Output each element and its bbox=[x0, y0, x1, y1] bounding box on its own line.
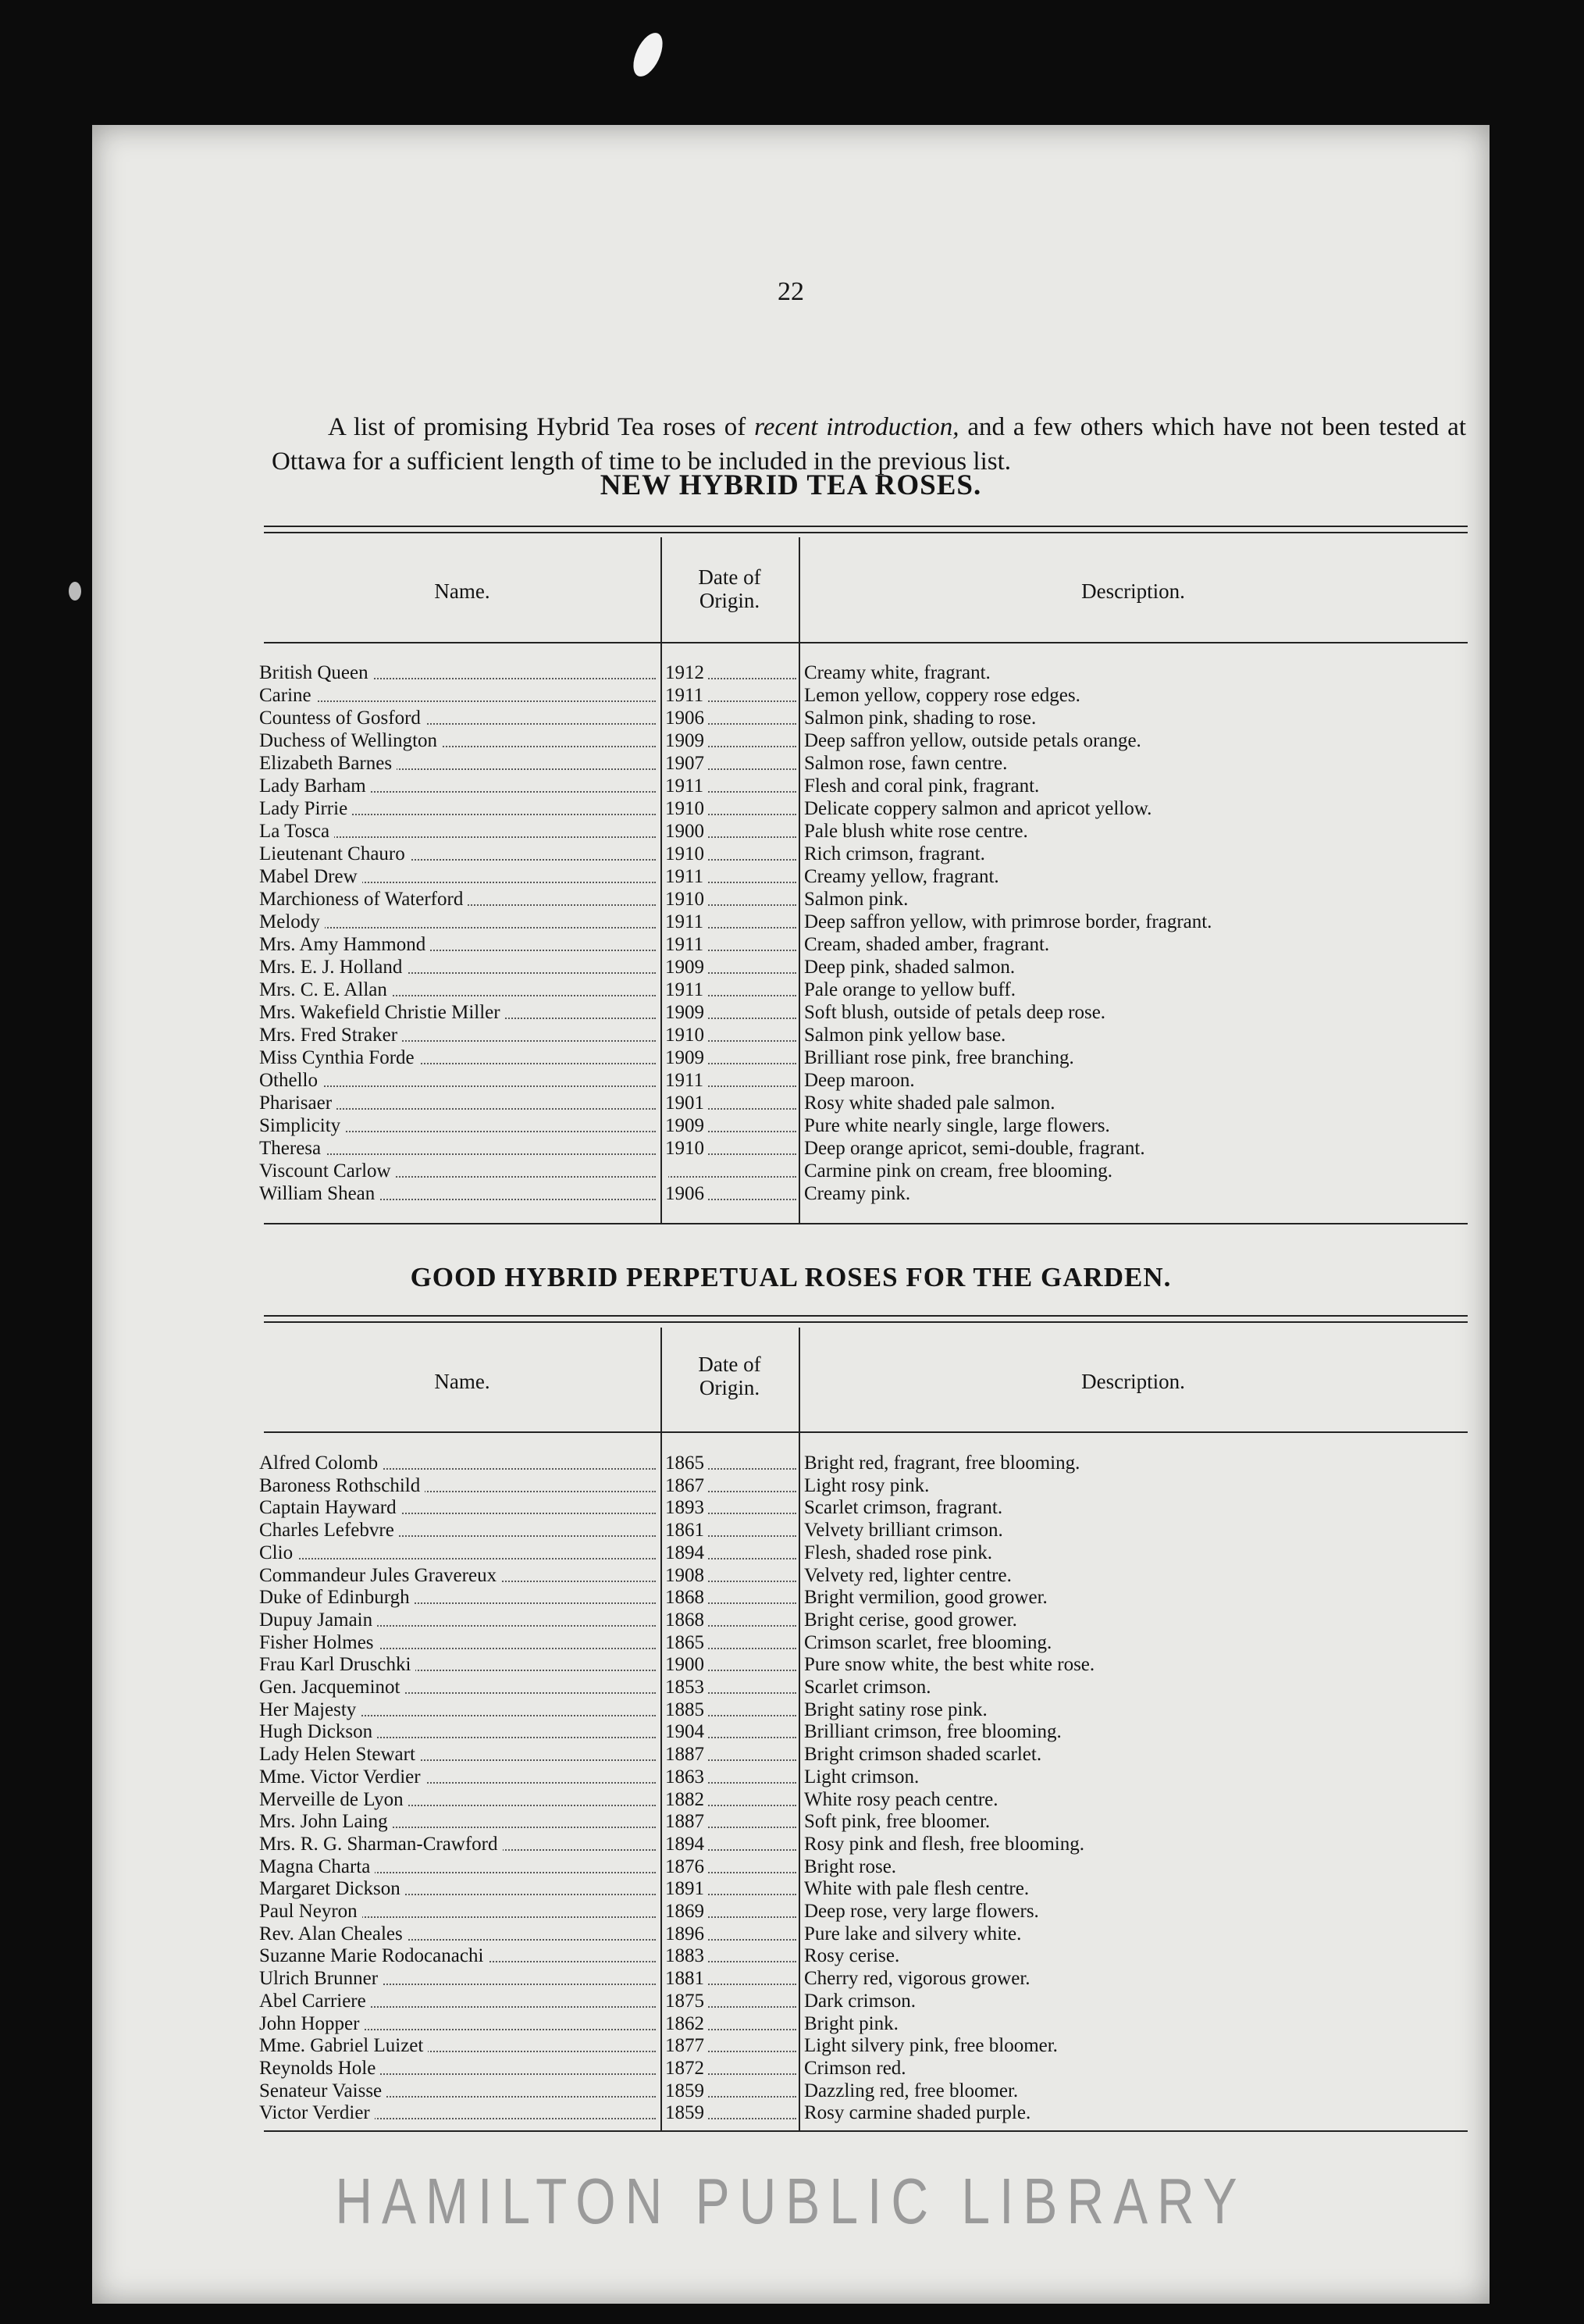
rose-name: Mrs. E. J. Holland bbox=[259, 957, 659, 978]
date-of-origin: 1865 bbox=[665, 1452, 732, 1474]
date-of-origin: 1882 bbox=[665, 1789, 732, 1811]
rose-description: Flesh and coral pink, fragrant. bbox=[804, 775, 1040, 797]
date-of-origin: 1883 bbox=[665, 1945, 732, 1967]
document-page bbox=[92, 125, 1490, 2304]
table-row bbox=[92, 730, 1490, 752]
date-of-origin: 1896 bbox=[665, 1923, 732, 1945]
date-of-origin: 1885 bbox=[665, 1699, 732, 1721]
table-row bbox=[92, 843, 1490, 865]
date-of-origin: 1887 bbox=[665, 1744, 732, 1766]
rose-name: Mrs. Amy Hammond bbox=[259, 934, 659, 956]
rose-description: Brilliant crimson, free blooming. bbox=[804, 1721, 1062, 1743]
rose-description: Bright rose. bbox=[804, 1855, 897, 1877]
table-row bbox=[92, 1609, 1490, 1631]
table-row bbox=[92, 911, 1490, 933]
table-row bbox=[92, 1452, 1490, 1474]
table-row bbox=[92, 821, 1490, 843]
rose-description: Creamy yellow, fragrant. bbox=[804, 866, 999, 887]
rose-description: Bright crimson shaded scarlet. bbox=[804, 1744, 1042, 1766]
date-of-origin: 1865 bbox=[665, 1632, 732, 1654]
section1-title: NEW HYBRID TEA ROSES. bbox=[600, 469, 982, 501]
table-row bbox=[92, 1025, 1490, 1046]
table1-header-date: Date of Origin. bbox=[698, 565, 761, 612]
date-of-origin: 1868 bbox=[665, 1609, 732, 1631]
date-of-origin: 1868 bbox=[665, 1587, 732, 1609]
rose-name: La Tosca bbox=[259, 821, 659, 843]
table-row bbox=[92, 1968, 1490, 1990]
table1-header-description: Description. bbox=[1081, 579, 1185, 603]
table-row bbox=[92, 889, 1490, 911]
rose-name: Alfred Colomb bbox=[259, 1452, 659, 1474]
table-row bbox=[92, 1002, 1490, 1024]
date-of-origin: 1911 bbox=[665, 934, 732, 956]
rose-name: Clio bbox=[259, 1542, 659, 1564]
rose-description: Salmon pink yellow base. bbox=[804, 1025, 1006, 1046]
rose-name: Her Majesty bbox=[259, 1699, 659, 1721]
rose-description: Pure white nearly single, large flowers. bbox=[804, 1115, 1110, 1136]
date-of-origin: 1910 bbox=[665, 798, 732, 820]
date-of-origin: 1877 bbox=[665, 2035, 732, 2057]
rose-description: Crimson red. bbox=[804, 2057, 906, 2079]
table-row bbox=[92, 1699, 1490, 1721]
table-row bbox=[92, 1138, 1490, 1160]
table2-top-rule bbox=[264, 1315, 1468, 1323]
rose-description: White with pale flesh centre. bbox=[804, 1878, 1030, 1900]
rose-name: Melody bbox=[259, 911, 659, 933]
rose-name: Theresa bbox=[259, 1138, 659, 1160]
rose-name: Countess of Gosford bbox=[259, 708, 659, 729]
date-of-origin: 1900 bbox=[665, 821, 732, 843]
date-of-origin: 1862 bbox=[665, 2013, 732, 2035]
rose-name: Paul Neyron bbox=[259, 1901, 659, 1923]
rose-name: Gen. Jacqueminot bbox=[259, 1677, 659, 1698]
table-row bbox=[92, 934, 1490, 956]
rose-description: Soft blush, outside of petals deep rose. bbox=[804, 1002, 1106, 1023]
rose-name: Reynolds Hole bbox=[259, 2058, 659, 2080]
date-of-origin: 1910 bbox=[665, 889, 732, 911]
table-row bbox=[92, 1092, 1490, 1114]
rose-name: Mrs. Wakefield Christie Miller bbox=[259, 1002, 659, 1024]
rose-name: Lady Barham bbox=[259, 775, 659, 797]
rose-description: Pale orange to yellow buff. bbox=[804, 979, 1016, 1000]
rose-description: Carmine pink on cream, free blooming. bbox=[804, 1160, 1113, 1182]
rose-description: Scarlet crimson, fragrant. bbox=[804, 1497, 1003, 1519]
library-stamp: HAMILTON PUBLIC LIBRARY bbox=[335, 2164, 1247, 2237]
rose-name: British Queen bbox=[259, 662, 659, 684]
rose-name: Ulrich Brunner bbox=[259, 1968, 659, 1990]
table-row bbox=[92, 1766, 1490, 1788]
rose-description: Light crimson. bbox=[804, 1766, 920, 1788]
date-of-origin: 1869 bbox=[665, 1901, 732, 1923]
table-row bbox=[92, 2035, 1490, 2057]
table1-top-rule bbox=[264, 526, 1468, 533]
rose-name: Duke of Edinburgh bbox=[259, 1587, 659, 1609]
date-of-origin: 1911 bbox=[665, 1070, 732, 1092]
rose-description: Salmon pink, shading to rose. bbox=[804, 708, 1037, 729]
rose-description: Salmon rose, fawn centre. bbox=[804, 753, 1008, 774]
rose-name: John Hopper bbox=[259, 2013, 659, 2035]
table-row bbox=[92, 685, 1490, 707]
rose-description: Rich crimson, fragrant. bbox=[804, 843, 985, 864]
date-of-origin: 1881 bbox=[665, 1968, 732, 1990]
table-row bbox=[92, 1811, 1490, 1833]
table-row bbox=[92, 1878, 1490, 1900]
table-row bbox=[92, 1856, 1490, 1878]
rose-description: Crimson scarlet, free blooming. bbox=[804, 1631, 1052, 1653]
table-row bbox=[92, 866, 1490, 888]
date-of-origin: 1894 bbox=[665, 1542, 732, 1564]
date-of-origin: 1875 bbox=[665, 1991, 732, 2012]
date-of-origin: 1911 bbox=[665, 979, 732, 1001]
date-of-origin: 1910 bbox=[665, 843, 732, 865]
rose-name: Viscount Carlow bbox=[259, 1160, 659, 1182]
table-row bbox=[92, 662, 1490, 684]
table-row bbox=[92, 1542, 1490, 1564]
rose-description: Brilliant rose pink, free branching. bbox=[804, 1047, 1074, 1068]
rose-description: Lemon yellow, coppery rose edges. bbox=[804, 685, 1080, 706]
table-row bbox=[92, 1654, 1490, 1676]
rose-name: Victor Verdier bbox=[259, 2102, 659, 2124]
rose-description: Deep saffron yellow, with primrose border, fragrant. bbox=[804, 911, 1212, 932]
rose-name: Abel Carriere bbox=[259, 1991, 659, 2012]
rose-description: White rosy peach centre. bbox=[804, 1788, 998, 1810]
section1-intro: A list of promising Hybrid Tea roses of recent introduction, and a few others which have not been tested at Ottawa for a sufficient length of time to be included in the previous list. bbox=[272, 413, 1466, 476]
rose-name: Mrs. Fred Straker bbox=[259, 1025, 659, 1046]
table-row bbox=[92, 1789, 1490, 1811]
date-of-origin: 1907 bbox=[665, 753, 732, 775]
date-of-origin: 1911 bbox=[665, 866, 732, 888]
rose-name: Mme. Gabriel Luizet bbox=[259, 2035, 659, 2057]
table2-header-description: Description. bbox=[1081, 1370, 1185, 1393]
rose-description: Pure snow white, the best white rose. bbox=[804, 1654, 1095, 1676]
rose-description: Flesh, shaded rose pink. bbox=[804, 1542, 992, 1563]
section2-title: GOOD HYBRID PERPETUAL ROSES FOR THE GARDEN. bbox=[410, 1262, 1172, 1292]
table1-header-name: Name. bbox=[434, 579, 490, 603]
date-of-origin: 1867 bbox=[665, 1475, 732, 1497]
rose-description: Rosy pink and flesh, free blooming. bbox=[804, 1833, 1084, 1855]
table-row bbox=[92, 1901, 1490, 1923]
date-of-origin: 1906 bbox=[665, 708, 732, 729]
table-row bbox=[92, 1475, 1490, 1497]
rose-name: Merveille de Lyon bbox=[259, 1789, 659, 1811]
rose-description: Rosy carmine shaded purple. bbox=[804, 2102, 1031, 2124]
rose-description: Soft pink, free bloomer. bbox=[804, 1811, 991, 1833]
rose-name: Miss Cynthia Forde bbox=[259, 1047, 659, 1069]
table-row bbox=[92, 1945, 1490, 1967]
rose-name: Mrs. C. E. Allan bbox=[259, 979, 659, 1001]
table2-bottom-rule bbox=[264, 2130, 1468, 2132]
table2-header-name: Name. bbox=[434, 1370, 490, 1393]
table-row bbox=[92, 753, 1490, 775]
rose-name: Othello bbox=[259, 1070, 659, 1092]
rose-description: Deep rose, very large flowers. bbox=[804, 1901, 1039, 1922]
rose-name: Lieutenant Chauro bbox=[259, 843, 659, 865]
table-row bbox=[92, 957, 1490, 978]
date-of-origin: 1904 bbox=[665, 1721, 732, 1743]
rose-name: Pharisaer bbox=[259, 1092, 659, 1114]
date-of-origin: 1909 bbox=[665, 1115, 732, 1137]
rose-description: Dark crimson. bbox=[804, 1990, 917, 2012]
date-of-origin: 1906 bbox=[665, 1183, 732, 1205]
rose-name: Magna Charta bbox=[259, 1856, 659, 1878]
rose-description: Rosy cerise. bbox=[804, 1945, 900, 1967]
rose-name: Duchess of Wellington bbox=[259, 730, 659, 752]
rose-description: Scarlet crimson. bbox=[804, 1677, 931, 1698]
date-of-origin: 1909 bbox=[665, 957, 732, 978]
rose-name: Commandeur Jules Gravereux bbox=[259, 1565, 659, 1587]
rose-name: Elizabeth Barnes bbox=[259, 753, 659, 775]
table-row bbox=[92, 1632, 1490, 1654]
rose-description: Velvety brilliant crimson. bbox=[804, 1520, 1003, 1542]
date-of-origin: 1859 bbox=[665, 2080, 732, 2102]
rose-description: Rosy white shaded pale salmon. bbox=[804, 1092, 1055, 1114]
table-row bbox=[92, 1923, 1490, 1945]
date-of-origin: 1876 bbox=[665, 1856, 732, 1878]
rose-description: Pure lake and silvery white. bbox=[804, 1923, 1022, 1944]
date-of-origin: 1911 bbox=[665, 685, 732, 707]
date-of-origin: 1853 bbox=[665, 1677, 732, 1698]
date-of-origin: 1901 bbox=[665, 1092, 732, 1114]
scan-speck bbox=[628, 28, 669, 80]
rose-name: Lady Helen Stewart bbox=[259, 1744, 659, 1766]
rose-name: Mabel Drew bbox=[259, 866, 659, 888]
rose-name: Captain Hayward bbox=[259, 1497, 659, 1519]
rose-description: Salmon pink. bbox=[804, 889, 909, 910]
table-row bbox=[92, 1587, 1490, 1609]
date-of-origin: 1910 bbox=[665, 1138, 732, 1160]
rose-name: Simplicity bbox=[259, 1115, 659, 1137]
table-row bbox=[92, 1834, 1490, 1855]
table-row bbox=[92, 1520, 1490, 1542]
table1-header-rule bbox=[264, 642, 1468, 643]
table-row bbox=[92, 1991, 1490, 2012]
rose-description: Bright vermilion, good grower. bbox=[804, 1587, 1048, 1609]
rose-description: Cream, shaded amber, fragrant. bbox=[804, 934, 1050, 955]
date-of-origin bbox=[665, 1160, 732, 1182]
date-of-origin: 1893 bbox=[665, 1497, 732, 1519]
date-of-origin: 1900 bbox=[665, 1654, 732, 1676]
table-row bbox=[92, 1677, 1490, 1698]
rose-description: Velvety red, lighter centre. bbox=[804, 1564, 1012, 1586]
table-row bbox=[92, 1721, 1490, 1743]
date-of-origin: 1911 bbox=[665, 775, 732, 797]
table-row bbox=[92, 775, 1490, 797]
rose-name: Suzanne Marie Rodocanachi bbox=[259, 1945, 659, 1967]
table-row bbox=[92, 979, 1490, 1001]
rose-name: Margaret Dickson bbox=[259, 1878, 659, 1900]
date-of-origin: 1909 bbox=[665, 730, 732, 752]
rose-name: William Shean bbox=[259, 1183, 659, 1205]
rose-description: Deep saffron yellow, outside petals orange. bbox=[804, 730, 1141, 751]
rose-name: Mme. Victor Verdier bbox=[259, 1766, 659, 1788]
date-of-origin: 1872 bbox=[665, 2058, 732, 2080]
table1-bottom-rule bbox=[264, 1223, 1468, 1224]
table-row bbox=[92, 1160, 1490, 1182]
rose-name: Baroness Rothschild bbox=[259, 1475, 659, 1497]
date-of-origin: 1887 bbox=[665, 1811, 732, 1833]
table-row bbox=[92, 2080, 1490, 2102]
rose-name: Marchioness of Waterford bbox=[259, 889, 659, 911]
table-row bbox=[92, 798, 1490, 820]
rose-name: Charles Lefebvre bbox=[259, 1520, 659, 1542]
rose-description: Deep maroon. bbox=[804, 1070, 915, 1091]
rose-name: Frau Karl Druschki bbox=[259, 1654, 659, 1676]
rose-name: Carine bbox=[259, 685, 659, 707]
table-row bbox=[92, 1497, 1490, 1519]
date-of-origin: 1912 bbox=[665, 662, 732, 684]
date-of-origin: 1863 bbox=[665, 1766, 732, 1788]
date-of-origin: 1910 bbox=[665, 1025, 732, 1046]
table-row bbox=[92, 1070, 1490, 1092]
rose-name: Mrs. John Laing bbox=[259, 1811, 659, 1833]
rose-name: Mrs. R. G. Sharman-Crawford bbox=[259, 1834, 659, 1855]
page-number: 22 bbox=[778, 277, 804, 306]
table-row bbox=[92, 1565, 1490, 1587]
rose-description: Bright satiny rose pink. bbox=[804, 1698, 988, 1720]
table-row bbox=[92, 1115, 1490, 1137]
rose-description: Light rosy pink. bbox=[804, 1474, 930, 1496]
date-of-origin: 1894 bbox=[665, 1834, 732, 1855]
table-row bbox=[92, 2013, 1490, 2035]
rose-description: Deep orange apricot, semi-double, fragrant. bbox=[804, 1138, 1145, 1159]
table2-header-date: Date of Origin. bbox=[698, 1353, 761, 1399]
rose-description: Cherry red, vigorous grower. bbox=[804, 1968, 1030, 1990]
date-of-origin: 1909 bbox=[665, 1047, 732, 1069]
rose-name: Lady Pirrie bbox=[259, 798, 659, 820]
date-of-origin: 1911 bbox=[665, 911, 732, 933]
rose-description: Bright cerise, good grower. bbox=[804, 1609, 1017, 1631]
rose-description: Creamy white, fragrant. bbox=[804, 662, 991, 683]
date-of-origin: 1859 bbox=[665, 2102, 732, 2124]
rose-description: Bright pink. bbox=[804, 2012, 899, 2034]
table-row bbox=[92, 2058, 1490, 2080]
rose-description: Pale blush white rose centre. bbox=[804, 821, 1028, 842]
rose-name: Senateur Vaisse bbox=[259, 2080, 659, 2102]
rose-name: Hugh Dickson bbox=[259, 1721, 659, 1743]
table-row bbox=[92, 708, 1490, 729]
table2-header-rule bbox=[264, 1431, 1468, 1433]
rose-description: Creamy pink. bbox=[804, 1183, 911, 1204]
date-of-origin: 1891 bbox=[665, 1878, 732, 1900]
rose-description: Delicate coppery salmon and apricot yellow. bbox=[804, 798, 1152, 819]
table-row bbox=[92, 1183, 1490, 1205]
scan-speck bbox=[69, 582, 81, 601]
rose-description: Light silvery pink, free bloomer. bbox=[804, 2035, 1058, 2057]
rose-description: Deep pink, shaded salmon. bbox=[804, 957, 1016, 978]
date-of-origin: 1909 bbox=[665, 1002, 732, 1024]
rose-name: Fisher Holmes bbox=[259, 1632, 659, 1654]
table-row bbox=[92, 1744, 1490, 1766]
rose-name: Dupuy Jamain bbox=[259, 1609, 659, 1631]
table-row bbox=[92, 1047, 1490, 1069]
date-of-origin: 1861 bbox=[665, 1520, 732, 1542]
date-of-origin: 1908 bbox=[665, 1565, 732, 1587]
rose-description: Dazzling red, free bloomer. bbox=[804, 2080, 1019, 2101]
rose-description: Bright red, fragrant, free blooming. bbox=[804, 1452, 1080, 1474]
table-row bbox=[92, 2102, 1490, 2124]
rose-name: Rev. Alan Cheales bbox=[259, 1923, 659, 1945]
